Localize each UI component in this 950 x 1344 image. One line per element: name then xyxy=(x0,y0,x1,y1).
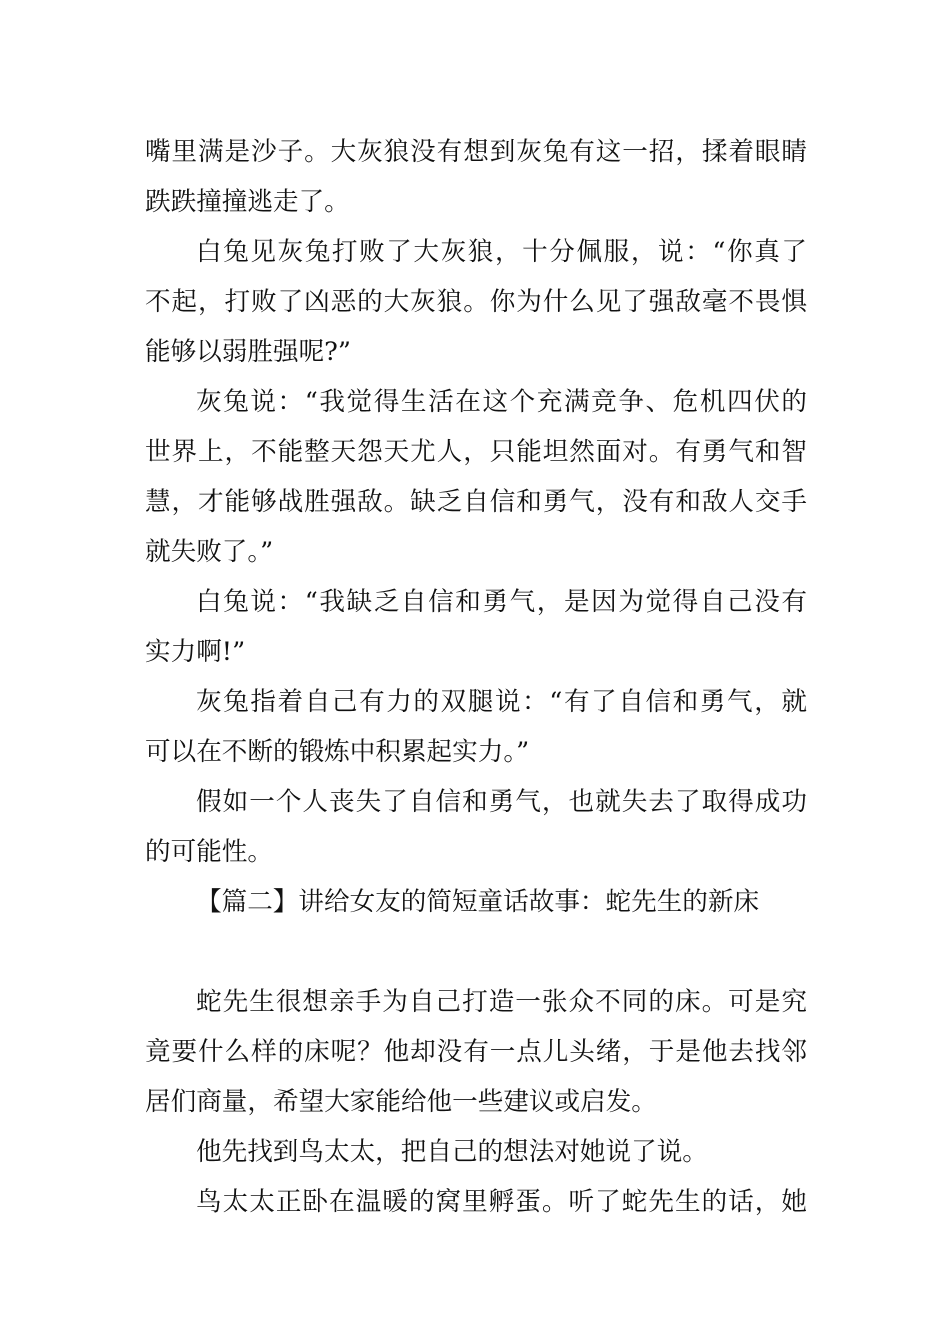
text-line: 慧，才能够战胜强敌。缺乏自信和勇气，没有和敌人交手 xyxy=(145,487,807,517)
text-line: 可以在不断的锻炼中积累起实力。” xyxy=(145,737,530,767)
paragraph-first-line: 蛇先生很想亲手为自己打造一张众不同的床。可是究 xyxy=(196,987,807,1017)
text-line: 的可能性。 xyxy=(145,837,273,867)
paragraph-first-line: 鸟太太正卧在温暖的窝里孵蛋。听了蛇先生的话，她 xyxy=(196,1187,807,1217)
text-line: 不起，打败了凶恶的大灰狼。你为什么见了强敌毫不畏惧 xyxy=(145,287,807,317)
section-heading: 【篇二】讲给女友的简短童话故事：蛇先生的新床 xyxy=(196,887,760,917)
text-line: 就失败了。” xyxy=(145,537,274,567)
paragraph-first-line: 灰兔说：“我觉得生活在这个充满竞争、危机四伏的 xyxy=(196,387,807,417)
text-line: 世界上，不能整天怨天尤人，只能坦然面对。有勇气和智 xyxy=(145,437,807,467)
text-line: 跌跌撞撞逃走了。 xyxy=(145,187,350,217)
paragraph-first-line: 假如一个人丧失了自信和勇气，也就失去了取得成功 xyxy=(196,787,807,817)
paragraph-first-line: 白兔见灰兔打败了大灰狼，十分佩服，说：“你真了 xyxy=(196,237,807,267)
text-line: 竟要什么样的床呢？他却没有一点儿头绪，于是他去找邻 xyxy=(145,1037,807,1067)
paragraph-first-line: 白兔说：“我缺乏自信和勇气，是因为觉得自己没有 xyxy=(196,587,807,617)
text-line: 实力啊!” xyxy=(145,637,246,667)
text-line: 嘴里满是沙子。大灰狼没有想到灰兔有这一招，揉着眼睛 xyxy=(145,137,807,167)
text-line: 能够以弱胜强呢?” xyxy=(145,337,351,367)
paragraph-first-line: 灰兔指着自己有力的双腿说：“有了自信和勇气，就 xyxy=(196,687,807,717)
paragraph-first-line: 他先找到鸟太太，把自己的想法对她说了说。 xyxy=(196,1137,708,1167)
text-line: 居们商量，希望大家能给他一些建议或启发。 xyxy=(145,1087,657,1117)
